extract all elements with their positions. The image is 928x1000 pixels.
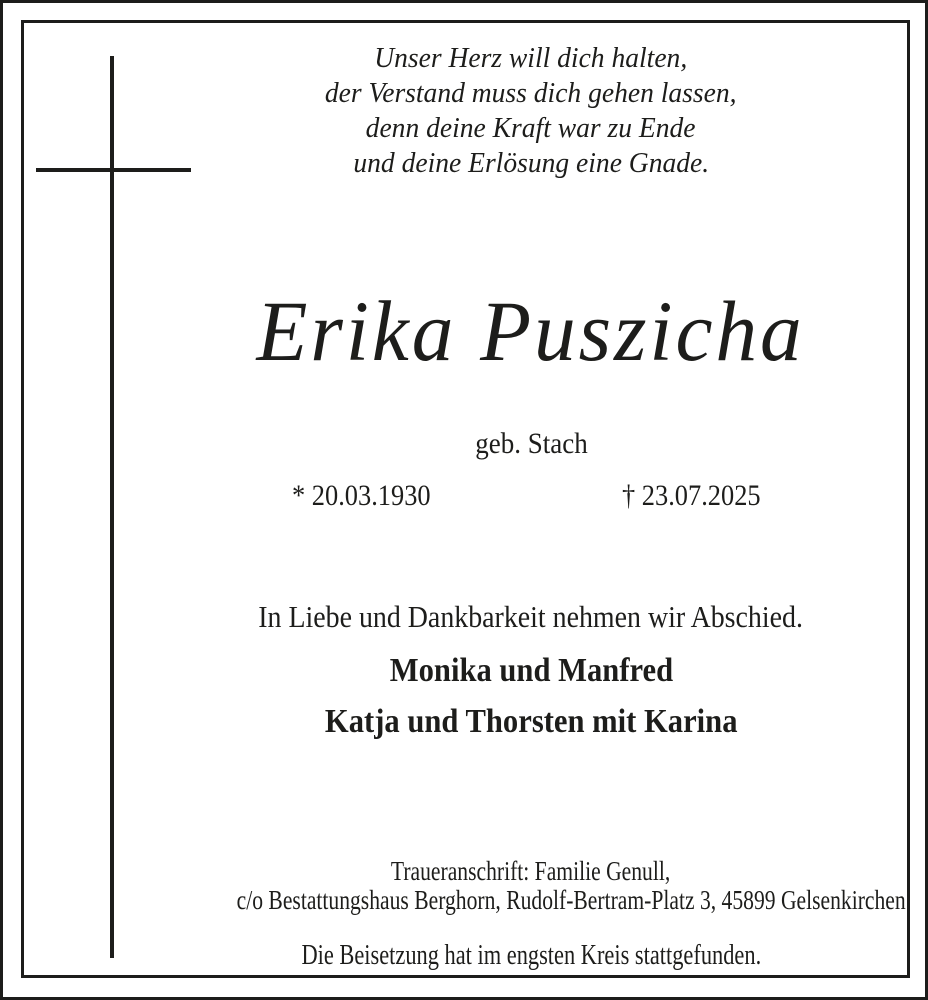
- opening-verse: [153, 41, 909, 181]
- verse-line: [153, 41, 909, 76]
- birth-date: [292, 480, 450, 512]
- address-line-1: [153, 857, 909, 886]
- verse-line: [153, 146, 909, 181]
- birth-date-text: * 20.03.1930: [292, 479, 431, 512]
- mourners-line-1: [153, 653, 909, 689]
- death-date: [622, 480, 780, 512]
- verse-line-text: denn deine Kraft war zu Ende: [366, 112, 696, 144]
- verse-line: [153, 76, 909, 111]
- maiden-name-text: geb. Stach: [474, 427, 588, 460]
- mourners-line-2-text: Katja und Thorsten mit Karina: [324, 703, 738, 740]
- address-line-1-text: Traueranschrift: Familie Genull,: [391, 856, 671, 886]
- cross-vertical-bar: [110, 56, 114, 958]
- farewell-line: [153, 601, 909, 633]
- verse-line-text: der Verstand muss dich gehen lassen,: [325, 77, 737, 109]
- farewell-text: In Liebe und Dankbarkeit nehmen wir Abschied.: [258, 599, 804, 634]
- mourners-line-2: [153, 704, 909, 740]
- verse-line-text: und deine Erlösung eine Gnade.: [353, 147, 709, 179]
- verse-line: [153, 111, 909, 146]
- mourners-line-1-text: Monika und Manfred: [389, 652, 673, 689]
- burial-note: [153, 941, 909, 971]
- mourning-address: [153, 857, 909, 915]
- verse-line-text: Unser Herz will dich halten,: [374, 42, 688, 74]
- burial-note-text: Die Beisetzung hat im engsten Kreis stattgefunden.: [301, 940, 761, 971]
- address-line-2: [153, 886, 909, 915]
- death-date-text: † 23.07.2025: [622, 479, 761, 512]
- deceased-name: [153, 281, 909, 381]
- deceased-name-text: Erika Puszicha: [256, 283, 806, 379]
- maiden-name: [153, 428, 909, 460]
- address-line-2-text: c/o Bestattungshaus Berghorn, Rudolf-Bertram-Platz 3, 45899 Gelsenkirchen: [236, 885, 906, 915]
